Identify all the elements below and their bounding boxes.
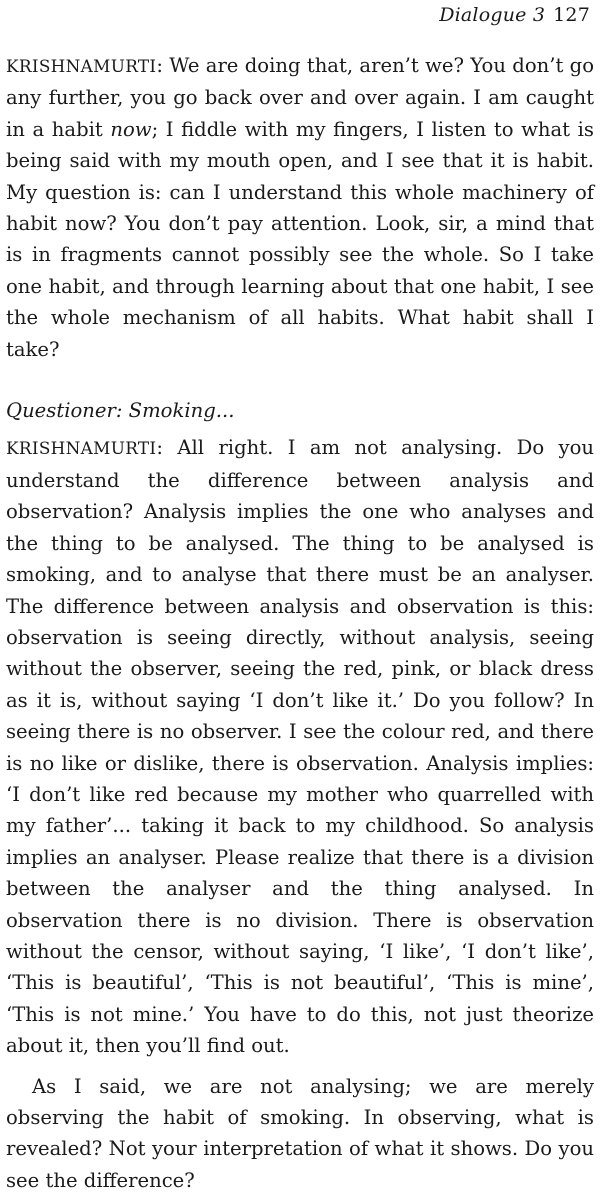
questioner-line: Questioner: Smoking... bbox=[6, 399, 235, 423]
paragraph-1-text-b: ; I fiddle with my fingers, I listen to what is being said with my mouth open, and I see that it is habit. My question is: can I understand this whole machinery of habit now? You don’t pay attention. Look, sir, a mind that is in fragments cannot possibly see the whole. So I take one habit, and through learning about that one habit, I see the whole mechanism of all habits. What habit shall I take? bbox=[6, 117, 594, 361]
page-number: 127 bbox=[553, 4, 590, 26]
paragraph-3: As I said, we are not analysing; we are merely observing the habit of smoking. In observing, what is revealed? Not your interpretation of what it shows. Do you see the difference? bbox=[6, 1074, 594, 1192]
speaker-label: KRISHNAMURTI bbox=[6, 56, 157, 76]
paragraph-1 bbox=[6, 50, 594, 365]
speaker-label: KRISHNAMURTI bbox=[6, 438, 157, 459]
paragraph-2 bbox=[6, 432, 594, 1061]
running-head-title: Dialogue 3 bbox=[439, 4, 546, 26]
emphasis-now: now bbox=[110, 117, 152, 141]
running-head bbox=[439, 4, 590, 26]
body-text bbox=[6, 50, 594, 1196]
paragraph-2-text: : All right. I am not analysing. Do you understand the difference between analysis and observation? Analysis implies the one who analyses and the thing to be analysed. The thing to be analysed is smoking, and to analyse that there must be an analyser. The difference between analysis and observation is this: observation is seeing directly, without analysis, seeing without the observer, seeing the red, pink, or black dress as it is, without saying ‘I don’t like it.’ Do you follow? In seeing there is no observer. I see the colour red, and there is no like or dislike, there is observation. Analysis implies: ‘I don’t like red because my mother who quarrelled with my father’... taking it back to my childhood. So analysis implies an analyser. Please realize that there is a division between the analyser and the thing analysed. In observation there is no division. There is observation without the censor, without saying, ‘I like’, ‘I don’t like’, ‘This is beautiful’, ‘This is not beautiful’, ‘This is mine’, ‘This is not mine.’ You have to do this, not just theorize about it, then you’ll find out. bbox=[6, 436, 594, 1058]
book-page bbox=[6, 0, 594, 1192]
paragraph-1-text-a: : We are doing that, aren’t we? You don’t go any further, you go back over and over again. I am caught in a habit bbox=[6, 54, 594, 141]
